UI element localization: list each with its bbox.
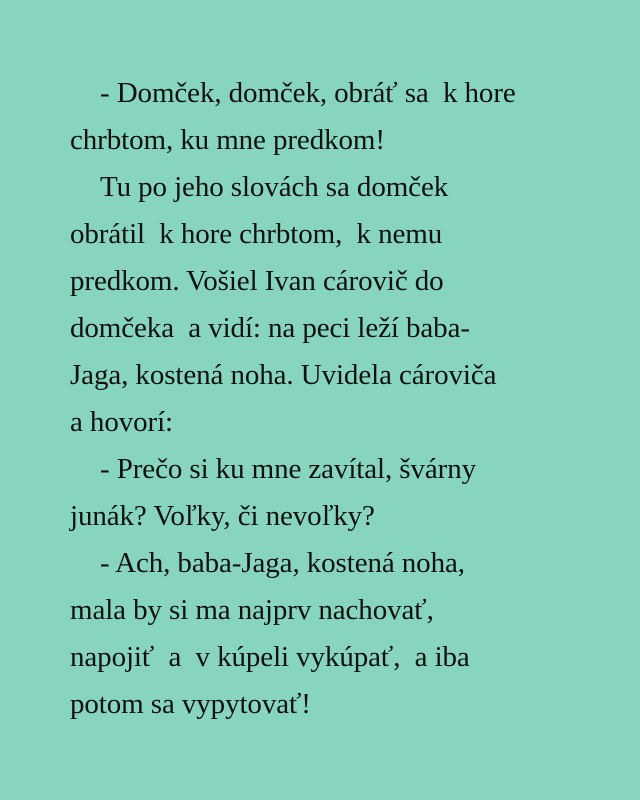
text-line: - Ach, baba-Jaga, kostená noha, <box>100 547 465 579</box>
text-line: domčeka a vidí: na peci leží baba- <box>70 312 470 344</box>
text-line: potom sa vypytovať! <box>70 688 311 720</box>
text-line: a hovorí: <box>70 406 173 438</box>
text-line: predkom. Vošiel Ivan cárovič do <box>70 265 444 297</box>
text-line: Jaga, kostená noha. Uvidela cároviča <box>70 359 497 391</box>
text-line: - Prečo si ku mne zavítal, švárny <box>100 453 477 485</box>
story-text <box>70 70 570 728</box>
text-line: mala by si ma najprv nachovať, <box>70 594 434 626</box>
text-line: obrátil k hore chrbtom, k nemu <box>70 218 443 250</box>
text-line: chrbtom, ku mne predkom! <box>70 124 385 156</box>
text-line: junák? Voľky, či nevoľky? <box>70 500 375 532</box>
text-line: napojiť a v kúpeli vykúpať, a iba <box>70 641 470 673</box>
text-line: Tu po jeho slovách sa domček <box>100 171 449 203</box>
text-line: - Domček, domček, obráť sa k hore <box>100 77 516 109</box>
